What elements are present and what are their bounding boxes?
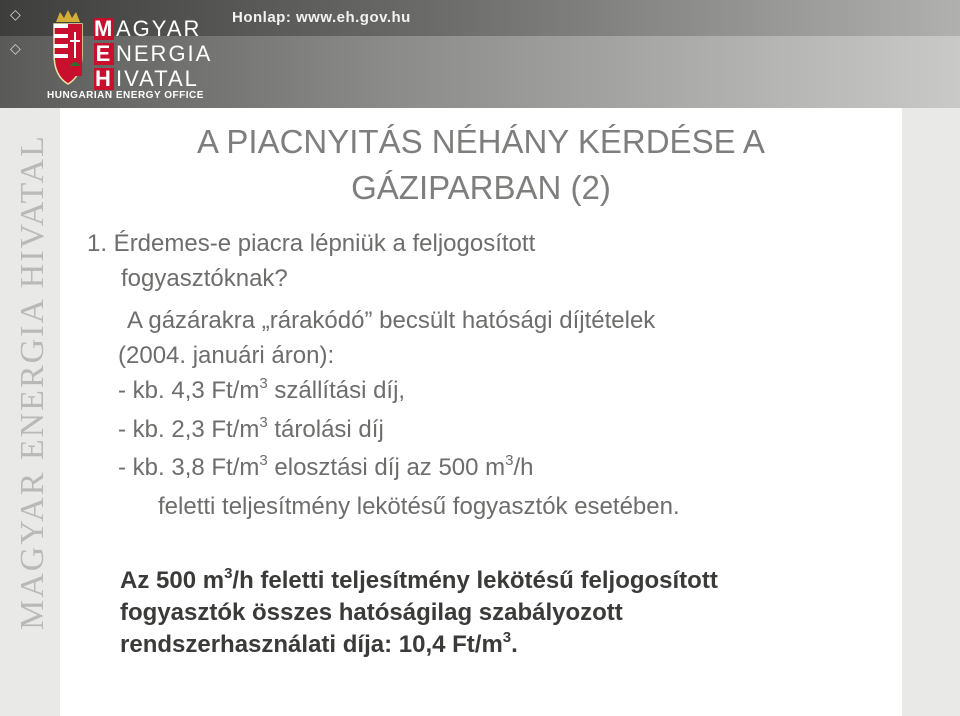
bullet-storage-fee: - kb. 2,3 $Ft/m^3$ tárolási díj (118, 414, 384, 443)
logo-line-1 (94, 16, 201, 42)
logo-line-2 (94, 41, 212, 67)
right-margin (902, 108, 960, 716)
logo-initial-m: M (94, 16, 115, 41)
logo-word-2: NERGIA (116, 41, 213, 66)
website-link[interactable]: Honlap: www.eh.gov.hu (232, 9, 411, 26)
question-line-1: 1. Érdemes-e piacra lépniük a feljogosított (87, 230, 536, 257)
slide-title-line-1: A PIACNYITÁS NÉHÁNY KÉRDÉSE A (197, 123, 765, 160)
logo-english-name: HUNGARIAN ENERGY OFFICE (47, 90, 204, 101)
question-line-2: fogyasztóknak? (121, 265, 288, 292)
bullet-distribution-fee-line-2: feletti teljesítmény lekötésű fogyasztók esetében. (158, 493, 680, 520)
logo-line-3 (94, 66, 199, 92)
header-banner (0, 0, 960, 108)
logo-word-3: IVATAL (116, 66, 199, 91)
tariff-intro-line-2: (2004. januári áron): (118, 342, 335, 369)
diamond-icon: ◇ (10, 40, 21, 56)
diamond-icon: ◇ (10, 6, 21, 22)
bullet-distribution-fee: - kb. 3,8 $Ft/m^3$ elosztási díj az 500 $m^3/h$ (118, 452, 534, 481)
slide-title-line-2: GÁZIPARBAN (2) (351, 169, 611, 206)
summary-line-1: Az 500 $m^3/h$ feletti teljesítmény lekötésű feljogosított (120, 565, 718, 594)
logo-initial-e: E (95, 41, 113, 66)
logo-word-1: AGYAR (116, 16, 202, 41)
summary-line-3: rendszerhasználati díja: 10,4 $Ft/m^3$. (120, 629, 518, 658)
slide-content (60, 108, 902, 716)
coat-of-arms-icon (48, 10, 88, 86)
logo-initial-h: H (95, 66, 113, 91)
tariff-intro-line-1: A gázárakra „rárakódó” becsült hatósági díjtételek (127, 307, 656, 334)
bullet-transport-fee: - kb. 4,3 $Ft/m^3$ szállítási díj, (118, 375, 406, 404)
vertical-organization-name: MAGYAR ENERGIA HIVATAL (14, 134, 51, 630)
summary-line-2: fogyasztók összes hatóságilag szabályozott (120, 599, 623, 626)
